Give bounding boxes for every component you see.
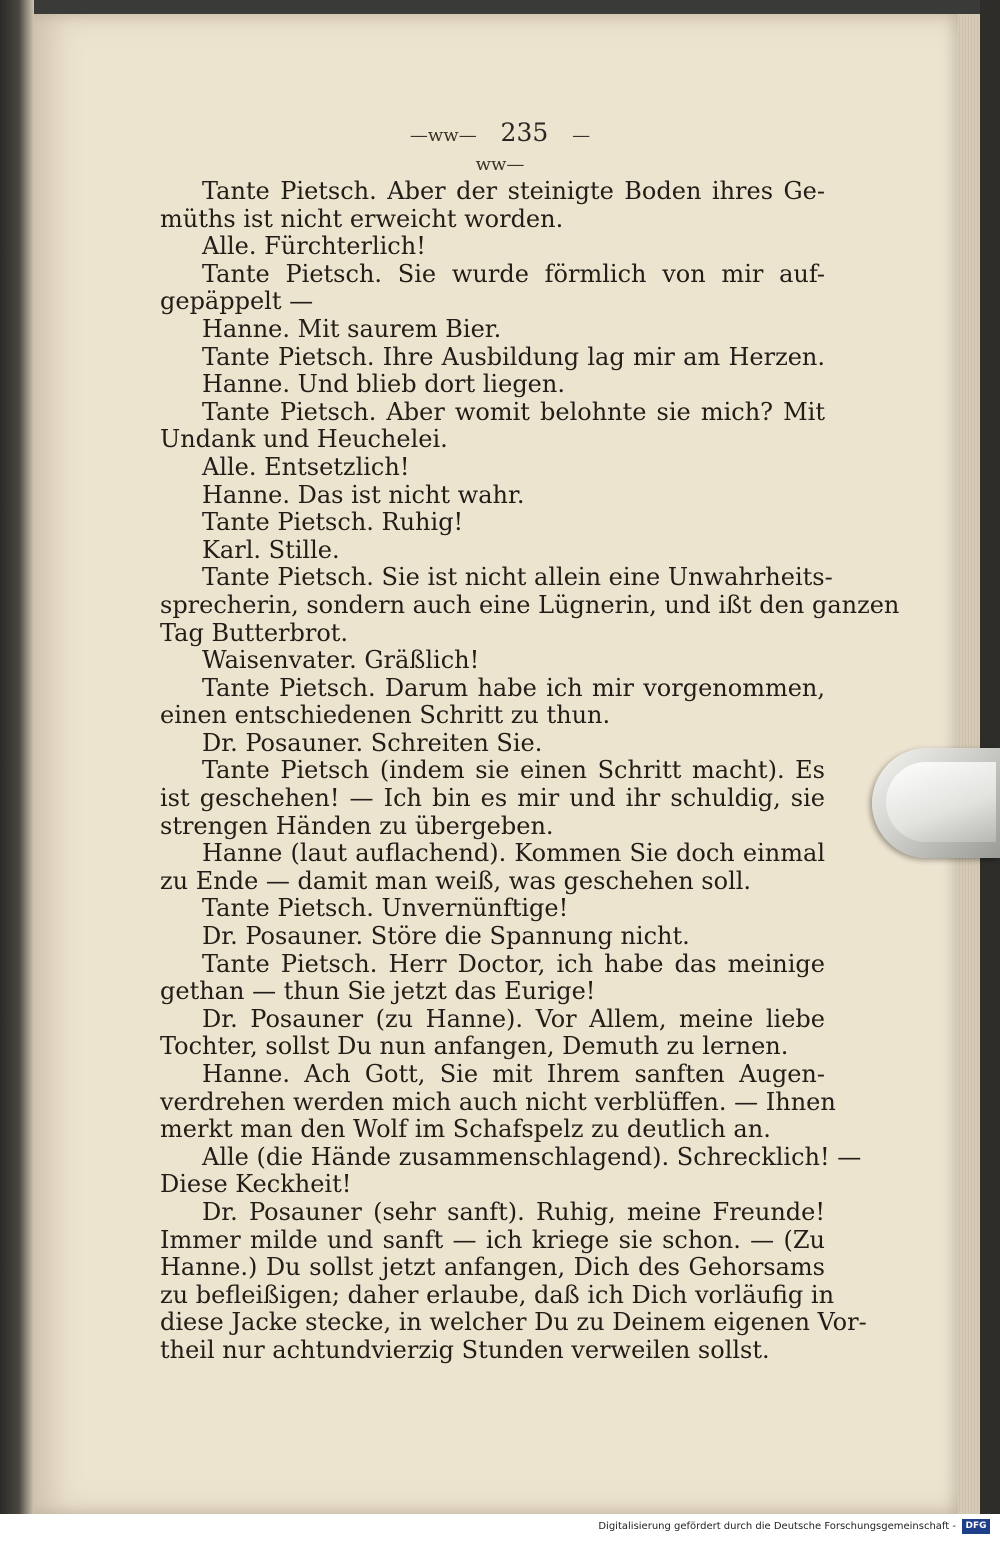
text-line: Dr. Posauner (zu Hanne). Vor Allem, meine liebe <box>202 1004 825 1033</box>
text-line: Hanne.) Du sollst jetzt anfangen, Dich des Gehorsams <box>160 1253 825 1282</box>
text-line: Tante Pietsch. Unvernünftige! <box>202 894 569 923</box>
text-line: diese Jacke stecke, in welcher Du zu Deinem eigenen Vor- <box>160 1308 867 1337</box>
text-line: gethan — thun Sie jetzt das Eurige! <box>160 977 596 1006</box>
text-line: Immer milde und sanft — ich kriege sie schon. — (Zu <box>160 1225 825 1254</box>
text-line: einen entschiedenen Schritt zu thun. <box>160 701 611 730</box>
digitization-credit: Digitalisierung gefördert durch die Deutsche Forschungsgemeinschaft - <box>598 1521 956 1532</box>
footer-bar <box>0 1514 1000 1543</box>
text-line: Tante Pietsch. Aber der steinigte Boden ihres Ge- <box>202 177 825 205</box>
text-line: Alle. Fürchterlich! <box>202 232 426 261</box>
text-line: Hanne. Ach Gott, Sie mit Ihrem sanften Augen- <box>202 1060 825 1088</box>
body-text <box>160 177 900 1365</box>
text-line: sprecherin, sondern auch eine Lügnerin, und ißt den ganzen <box>160 590 900 619</box>
text-line: Tante Pietsch. Herr Doctor, ich habe das meinige <box>202 949 825 978</box>
text-line: Tante Pietsch. Sie ist nicht allein eine Unwahrheits- <box>202 563 833 592</box>
text-line: Tante Pietsch. Darum habe ich mir vorgenommen, <box>202 673 825 702</box>
text-line: theil nur achtundvierzig Stunden verweilen sollst. <box>160 1335 770 1364</box>
ornament-left: —ww— <box>409 125 477 146</box>
text-line: Dr. Posauner (sehr sanft). Ruhig, meine Freunde! <box>202 1197 825 1226</box>
text-line: Diese Keckheit! <box>160 1170 352 1199</box>
text-line: merkt man den Wolf im Schafspelz zu deutlich an. <box>160 1115 771 1144</box>
text-line: Karl. Stille. <box>202 535 340 564</box>
text-line: Tag Butterbrot. <box>160 618 349 647</box>
page-clip-highlight <box>886 762 996 842</box>
page-number: 235 <box>500 118 549 147</box>
text-line: Dr. Posauner. Schreiten Sie. <box>202 728 543 757</box>
text-line: verdrehen werden mich auch nicht verblüffen. — Ihnen <box>160 1087 836 1116</box>
text-line: zu befleißigen; daher erlaube, daß ich Dich vorläufig in <box>160 1280 835 1309</box>
text-line: müths ist nicht erweicht worden. <box>160 204 564 233</box>
text-line: Tochter, sollst Du nun anfangen, Demuth zu lernen. <box>160 1032 789 1061</box>
page-clip <box>872 748 1000 858</box>
text-line: ist geschehen! — Ich bin es mir und ihr schuldig, sie <box>160 784 825 813</box>
text-line: Tante Pietsch (indem sie einen Schritt macht). Es <box>202 756 825 785</box>
text-line: zu Ende — damit man weiß, was geschehen soll. <box>160 866 752 895</box>
page-number-header <box>400 118 600 176</box>
text-line: Alle. Entsetzlich! <box>202 452 410 481</box>
text-line: gepäppelt — <box>160 287 314 316</box>
text-line: Hanne. Mit saurem Bier. <box>202 314 502 343</box>
ornament-right: —ww— <box>475 125 591 175</box>
text-line: Tante Pietsch. Sie wurde förmlich von mir auf- <box>202 259 825 288</box>
text-line: Hanne (laut auflachend). Kommen Sie doch einmal <box>202 839 825 868</box>
book-spine-shadow <box>0 0 34 1543</box>
text-line: Waisenvater. Gräßlich! <box>202 646 480 675</box>
text-line: Tante Pietsch. Ruhig! <box>202 508 464 537</box>
text-line: Hanne. Das ist nicht wahr. <box>202 480 525 509</box>
text-line: Dr. Posauner. Störe die Spannung nicht. <box>202 922 690 951</box>
text-line: Tante Pietsch. Ihre Ausbildung lag mir am Herzen. <box>202 342 825 371</box>
text-line: Undank und Heuchelei. <box>160 425 448 454</box>
text-line: strengen Händen zu übergeben. <box>160 811 554 840</box>
text-line: Tante Pietsch. Aber womit belohnte sie mich? Mit <box>202 397 825 426</box>
dfg-logo: DFG <box>962 1519 990 1534</box>
text-line: Alle (die Hände zusammenschlagend). Schrecklich! — <box>202 1142 862 1171</box>
text-line: Hanne. Und blieb dort liegen. <box>202 370 565 399</box>
